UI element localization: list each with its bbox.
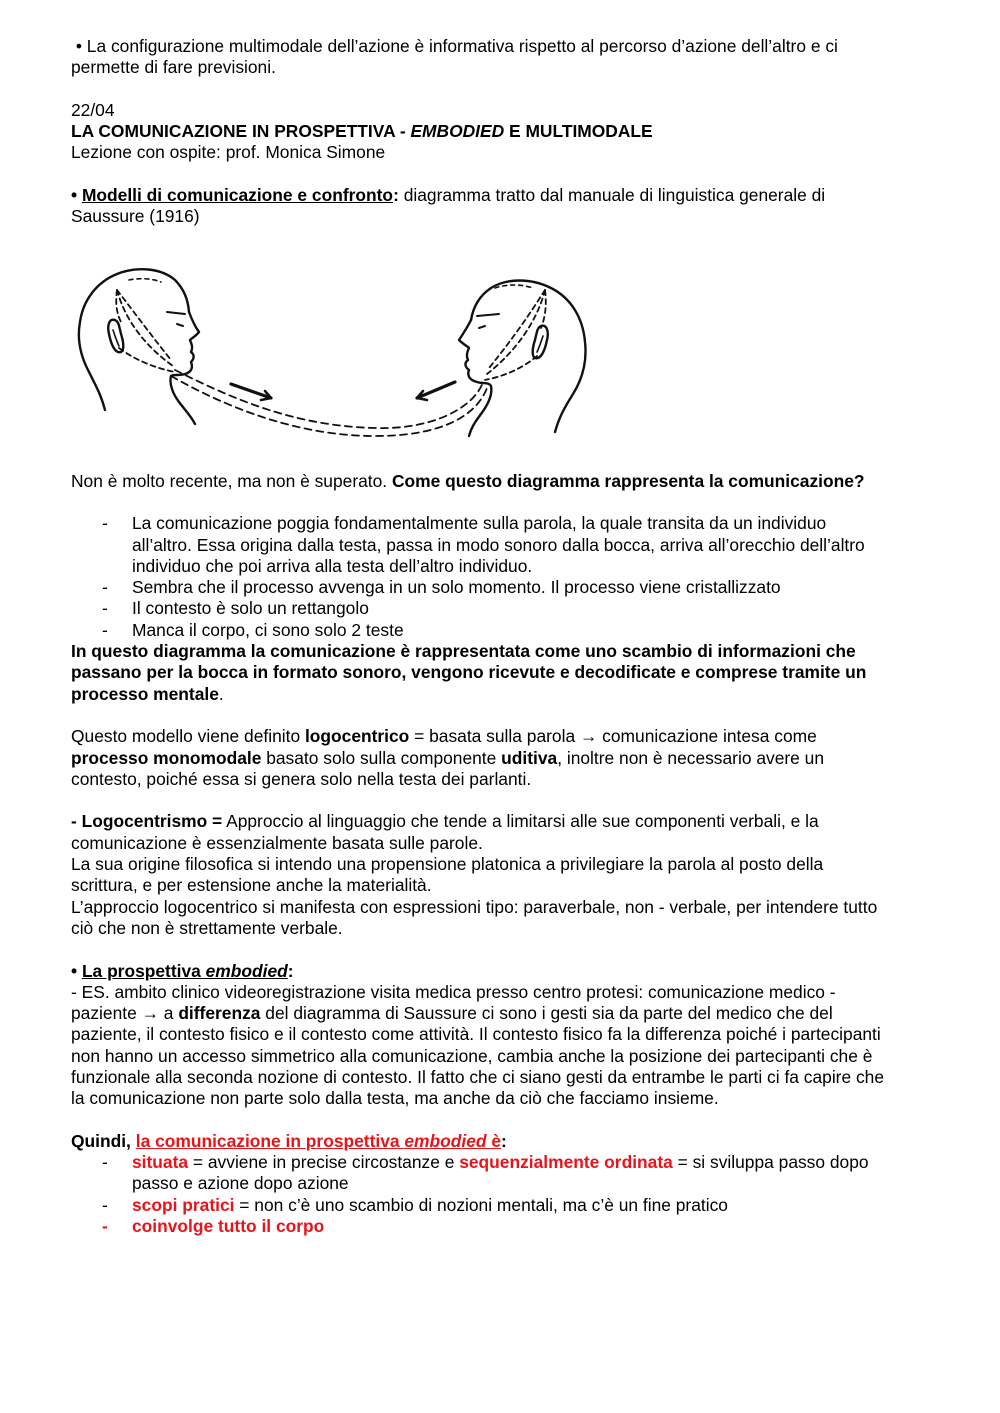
logocentric-paragraph: Questo modello viene definito logocentrico = basata sulla parola → comunicazione intesa come processo monomodale basato solo sulla componente uditiva, inoltre non è necessario avere un contesto, poiché essa si genera solo nella testa dei parlanti. (71, 726, 825, 789)
saussure-diagram (71, 260, 886, 446)
list-item: - scopi pratici = non c’è uno scambio di nozioni mentali, ma c’è un fine pratico (102, 1194, 728, 1215)
bullet: • (71, 185, 78, 206)
lesson-title: LA COMUNICAZIONE IN PROSPETTIVA - EMBODIED E MULTIMODALE (71, 121, 653, 142)
list-item: - Manca il corpo, ci sono solo 2 teste (102, 619, 404, 640)
list-item: - coinvolge tutto il corpo (102, 1216, 325, 1237)
bullet: • (75, 36, 82, 56)
arrow-left-icon (417, 382, 455, 400)
logocentrismo-expressions: L’approccio logocentrico si manifesta con espressioni tipo: paraverbale, non - verbale, per intendere tutto ciò che non è strettamente verbale. (71, 896, 878, 938)
right-head-drawing (459, 280, 586, 436)
intro-paragraph: • La configurazione multimodale dell’azione è informativa rispetto al percorso d’azione dell’altro e ci permette di fare previsioni. (71, 36, 838, 78)
arrow-right-icon (231, 384, 271, 400)
conclusion-heading: Quindi, la comunicazione in prospettiva embodied è: (71, 1130, 507, 1151)
bullet: • (71, 960, 78, 981)
models-heading: Modelli di comunicazione e confronto (81, 185, 394, 206)
models-paragraph: • Modelli di comunicazione e confronto: diagramma tratto dal manuale di linguistica generale di Saussure (1916) (71, 185, 826, 227)
logocentrismo-origin: La sua origine filosofica si intendo una propensione platonica a privilegiare la parola al posto della scrittura, e per estensione anche la materialità. (71, 854, 824, 896)
lesson-date: 22/04 (71, 99, 115, 120)
sound-path-curves (171, 370, 487, 436)
saussure-speech-circuit-illustration (75, 260, 615, 446)
conclusion-list (71, 1152, 886, 1237)
question-paragraph: Non è molto recente, ma non è superato. Come questo diagramma rappresenta la comunicazione? (71, 470, 865, 491)
logocentrismo-definition: - Logocentrismo = Approccio al linguaggio che tende a limitarsi alle sue componenti verbali, e la comunicazione è essenzialmente basata sulle parole. (71, 811, 819, 853)
list-item: - La comunicazione poggia fondamentalmente sulla parola, la quale transita da un individuo all’altro. Essa origina dalla testa, passa in modo sonoro dalla bocca, arriva all’orecchio dell’altro individuo che poi arriva alla testa dell’altro individuo. (102, 513, 865, 576)
embodied-paragraph: - ES. ambito clinico videoregistrazione visita medica presso centro protesi: comunicazione medico - paziente → a differenza del diagramma di Saussure ci sono i gesti sia da parte del medico che del paziente, il contesto fisico e il contesto come attività. Il contesto fisico fa la differenza poiché i partecipanti non hanno un accesso simmetrico alla comunicazione, cambia anche la posizione dei partecipanti che è funzionale alla seconda nozione di contesto. Il fatto che ci siano gesti da entrambe le parti ci fa capire che la comunicazione non parte solo dalla testa, ma anche da ciò che facciamo insieme. (71, 981, 885, 1109)
diagram-observations-list (71, 513, 886, 641)
list-item: - Il contesto è solo un rettangolo (102, 598, 369, 619)
lesson-guest: Lezione con ospite: prof. Monica Simone (71, 142, 386, 163)
summary-paragraph: In questo diagramma la comunicazione è rappresentata come uno scambio di informazioni che passano per la bocca in formato sonoro, vengono ricevute e decodificate e comprese tramite un processo mentale. (71, 641, 867, 704)
list-item: - Sembra che il processo avvenga in un solo momento. Il processo viene cristallizzato (102, 577, 781, 598)
embodied-heading: • La prospettiva embodied: (71, 960, 294, 981)
document-page (71, 36, 886, 1237)
list-item: - situata = avviene in precise circostanze e sequenzialmente ordinata = si sviluppa passo dopo passo e azione dopo azione (102, 1152, 869, 1194)
left-head-drawing (79, 269, 199, 424)
